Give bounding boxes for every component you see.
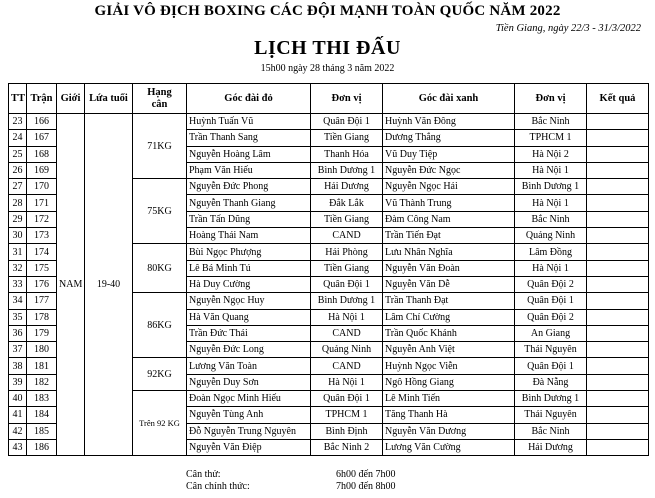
cell-blue-corner: Trần Quốc Khánh (383, 325, 515, 341)
cell-tran: 174 (27, 244, 57, 260)
cell-weight-class: 86KG (133, 293, 187, 358)
cell-blue-unit: TPHCM 1 (515, 130, 587, 146)
cell-tt: 42 (9, 423, 27, 439)
cell-blue-unit: Bình Dương 1 (515, 179, 587, 195)
cell-tran: 171 (27, 195, 57, 211)
cell-blue-corner: Nguyễn Anh Việt (383, 342, 515, 358)
cell-red-unit: Hải Dương (311, 179, 383, 195)
cell-tran: 179 (27, 325, 57, 341)
col-header-tran: Trận (27, 84, 57, 114)
cell-weight-class: 71KG (133, 114, 187, 179)
col-header-goc-xanh: Góc đài xanh (383, 84, 515, 114)
cell-blue-unit: Bắc Ninh (515, 423, 587, 439)
cell-tran: 185 (27, 423, 57, 439)
col-header-goc-do: Góc đài đỏ (187, 84, 311, 114)
cell-red-unit: Tiền Giang (311, 130, 383, 146)
cell-red-corner: Nguyễn Hoàng Lâm (187, 146, 311, 162)
cell-weight-class: 75KG (133, 179, 187, 244)
cell-red-corner: Hà Duy Cường (187, 276, 311, 292)
cell-blue-corner: Ngô Hồng Giang (383, 374, 515, 390)
cell-tran: 175 (27, 260, 57, 276)
table-header-row (9, 84, 649, 114)
cell-result (587, 228, 649, 244)
official-weigh-time: 7h00 đến 8h00 (336, 481, 396, 492)
cell-tt: 24 (9, 130, 27, 146)
cell-red-corner: Nguyễn Đức Long (187, 342, 311, 358)
cell-blue-corner: Lâm Chí Cường (383, 309, 515, 325)
cell-blue-corner: Lưu Nhân Nghĩa (383, 244, 515, 260)
cell-tran: 170 (27, 179, 57, 195)
cell-red-corner: Trần Tấn Dũng (187, 211, 311, 227)
cell-red-corner: Nguyễn Thanh Giang (187, 195, 311, 211)
cell-red-corner: Hà Văn Quang (187, 309, 311, 325)
cell-blue-corner: Tăng Thanh Hà (383, 407, 515, 423)
cell-blue-unit: Thái Nguyên (515, 342, 587, 358)
cell-age-group: 19-40 (85, 114, 133, 456)
cell-red-unit: Quân Đội 1 (311, 391, 383, 407)
cell-red-unit: Bình Dương 1 (311, 293, 383, 309)
cell-tran: 178 (27, 309, 57, 325)
cell-blue-unit: Quảng Ninh (515, 228, 587, 244)
cell-red-corner: Lương Văn Toàn (187, 358, 311, 374)
cell-tt: 40 (9, 391, 27, 407)
cell-red-corner: Đỗ Nguyễn Trung Nguyên (187, 423, 311, 439)
cell-blue-corner: Nguyễn Văn Dễ (383, 276, 515, 292)
cell-red-corner: Nguyễn Văn Điệp (187, 439, 311, 455)
col-header-tt: TT (9, 84, 27, 114)
cell-blue-corner: Lê Minh Tiến (383, 391, 515, 407)
cell-tt: 39 (9, 374, 27, 390)
weigh-in-time: 6h00 đến 7h00 (336, 469, 396, 480)
cell-blue-unit: Hà Nội 1 (515, 260, 587, 276)
cell-result (587, 211, 649, 227)
cell-blue-corner: Dương Thắng (383, 130, 515, 146)
cell-result (587, 114, 649, 130)
col-header-lua-tuoi: Lứa tuổi (85, 84, 133, 114)
cell-blue-corner: Đàm Công Nam (383, 211, 515, 227)
cell-blue-corner: Nguyễn Đức Ngọc (383, 162, 515, 178)
cell-result (587, 439, 649, 455)
cell-result (587, 260, 649, 276)
cell-blue-unit: Quân Đội 2 (515, 309, 587, 325)
cell-tran: 177 (27, 293, 57, 309)
cell-red-unit: Quân Đội 1 (311, 114, 383, 130)
cell-result (587, 179, 649, 195)
cell-red-corner: Bùi Ngọc Phượng (187, 244, 311, 260)
cell-red-unit: Quân Đội 1 (311, 276, 383, 292)
cell-red-unit: Hà Nội 1 (311, 374, 383, 390)
weigh-in-label: Cân thử: (186, 469, 221, 480)
cell-tran: 167 (27, 130, 57, 146)
cell-weight-class: 92KG (133, 358, 187, 391)
cell-red-corner: Nguyễn Ngọc Huy (187, 293, 311, 309)
cell-tran: 182 (27, 374, 57, 390)
cell-result (587, 358, 649, 374)
cell-result (587, 423, 649, 439)
cell-tt: 23 (9, 114, 27, 130)
cell-weight-class: Trên 92 KG (133, 391, 187, 456)
cell-tt: 27 (9, 179, 27, 195)
cell-red-unit: Đắk Lắk (311, 195, 383, 211)
cell-red-corner: Phạm Văn Hiếu (187, 162, 311, 178)
cell-result (587, 162, 649, 178)
col-header-don-vi-xanh: Đơn vị (515, 84, 587, 114)
cell-tt: 35 (9, 309, 27, 325)
cell-red-corner: Đoàn Ngọc Minh Hiếu (187, 391, 311, 407)
cell-tran: 183 (27, 391, 57, 407)
official-weigh-label: Cân chính thức: (186, 481, 250, 492)
cell-red-unit: Bắc Ninh 2 (311, 439, 383, 455)
cell-red-unit: Hà Nội 1 (311, 309, 383, 325)
cell-tran: 184 (27, 407, 57, 423)
col-header-ket-qua: Kết quả (587, 84, 649, 114)
cell-blue-unit: Quân Đội 2 (515, 276, 587, 292)
cell-result (587, 391, 649, 407)
col-header-don-vi-do: Đơn vị (311, 84, 383, 114)
cell-blue-unit: Hà Nội 2 (515, 146, 587, 162)
cell-red-unit: CAND (311, 228, 383, 244)
cell-blue-unit: Lâm Đồng (515, 244, 587, 260)
cell-result (587, 130, 649, 146)
cell-red-unit: Bình Định (311, 423, 383, 439)
cell-result (587, 195, 649, 211)
cell-red-unit: Tiền Giang (311, 260, 383, 276)
document-title: GIẢI VÔ ĐỊCH BOXING CÁC ĐỘI MẠNH TOÀN QUỐC NĂM 2022 (94, 3, 561, 19)
cell-blue-unit: Đà Nẵng (515, 374, 587, 390)
cell-red-unit: Hải Phòng (311, 244, 383, 260)
col-header-hang-can-line1: Hạng (147, 86, 172, 98)
cell-tran: 186 (27, 439, 57, 455)
cell-tran: 172 (27, 211, 57, 227)
schedule-title: LỊCH THI ĐẤU (254, 37, 401, 59)
cell-blue-corner: Trần Thanh Đạt (383, 293, 515, 309)
cell-blue-unit: Bình Dương 1 (515, 391, 587, 407)
col-header-hang-can-line2: cân (151, 98, 168, 110)
cell-red-unit: CAND (311, 358, 383, 374)
cell-blue-unit: Quân Đội 1 (515, 293, 587, 309)
cell-red-corner: Trần Đức Thái (187, 325, 311, 341)
cell-red-corner: Nguyễn Duy Sơn (187, 374, 311, 390)
cell-blue-corner: Vũ Duy Tiệp (383, 146, 515, 162)
cell-red-corner: Nguyễn Tùng Anh (187, 407, 311, 423)
cell-blue-unit: An Giang (515, 325, 587, 341)
cell-tt: 32 (9, 260, 27, 276)
cell-red-unit: Tiền Giang (311, 211, 383, 227)
cell-tran: 180 (27, 342, 57, 358)
cell-tran: 173 (27, 228, 57, 244)
cell-tt: 29 (9, 211, 27, 227)
table-row (9, 114, 649, 130)
cell-red-corner: Huỳnh Tuấn Vũ (187, 114, 311, 130)
cell-tran: 181 (27, 358, 57, 374)
cell-red-unit: TPHCM 1 (311, 407, 383, 423)
cell-blue-corner: Lương Văn Cường (383, 439, 515, 455)
cell-blue-corner: Nguyễn Văn Dương (383, 423, 515, 439)
cell-blue-corner: Nguyễn Ngọc Hải (383, 179, 515, 195)
cell-tt: 31 (9, 244, 27, 260)
cell-tran: 166 (27, 114, 57, 130)
cell-red-corner: Lê Bá Minh Tú (187, 260, 311, 276)
cell-blue-corner: Trần Tiến Đạt (383, 228, 515, 244)
cell-tt: 25 (9, 146, 27, 162)
cell-blue-unit: Hà Nội 1 (515, 195, 587, 211)
cell-tt: 37 (9, 342, 27, 358)
cell-result (587, 407, 649, 423)
cell-tt: 33 (9, 276, 27, 292)
bout-schedule-table (8, 83, 649, 456)
cell-tt: 34 (9, 293, 27, 309)
cell-result (587, 276, 649, 292)
location-date: Tiền Giang, ngày 22/3 - 31/3/2022 (495, 23, 641, 34)
cell-red-unit: Quảng Ninh (311, 342, 383, 358)
cell-tt: 36 (9, 325, 27, 341)
cell-tran: 176 (27, 276, 57, 292)
cell-blue-corner: Huỳnh Ngọc Viễn (383, 358, 515, 374)
cell-tran: 169 (27, 162, 57, 178)
cell-result (587, 293, 649, 309)
cell-tt: 30 (9, 228, 27, 244)
cell-gender: NAM (57, 114, 85, 456)
cell-result (587, 325, 649, 341)
cell-weight-class: 80KG (133, 244, 187, 293)
cell-red-corner: Hoàng Thái Nam (187, 228, 311, 244)
cell-result (587, 244, 649, 260)
cell-tt: 43 (9, 439, 27, 455)
schedule-subtitle: 15h00 ngày 28 tháng 3 năm 2022 (260, 63, 395, 74)
cell-blue-unit: Hà Nội 1 (515, 162, 587, 178)
cell-blue-unit: Hải Dương (515, 439, 587, 455)
cell-blue-unit: Bắc Ninh (515, 211, 587, 227)
cell-blue-unit: Bắc Ninh (515, 114, 587, 130)
cell-red-corner: Nguyễn Đức Phong (187, 179, 311, 195)
cell-red-unit: CAND (311, 325, 383, 341)
cell-result (587, 374, 649, 390)
cell-result (587, 146, 649, 162)
cell-red-unit: Thanh Hóa (311, 146, 383, 162)
cell-blue-corner: Nguyễn Văn Đoàn (383, 260, 515, 276)
cell-tt: 26 (9, 162, 27, 178)
col-header-hang-can (133, 84, 187, 114)
cell-tran: 168 (27, 146, 57, 162)
cell-blue-unit: Thái Nguyên (515, 407, 587, 423)
cell-tt: 41 (9, 407, 27, 423)
cell-red-unit: Bình Dương 1 (311, 162, 383, 178)
cell-result (587, 309, 649, 325)
cell-red-corner: Trần Thanh Sang (187, 130, 311, 146)
cell-blue-unit: Quân Đội 1 (515, 358, 587, 374)
cell-blue-corner: Vũ Thành Trung (383, 195, 515, 211)
cell-tt: 38 (9, 358, 27, 374)
cell-result (587, 342, 649, 358)
col-header-gioi: Giới (57, 84, 85, 114)
cell-blue-corner: Huỳnh Văn Đông (383, 114, 515, 130)
cell-tt: 28 (9, 195, 27, 211)
